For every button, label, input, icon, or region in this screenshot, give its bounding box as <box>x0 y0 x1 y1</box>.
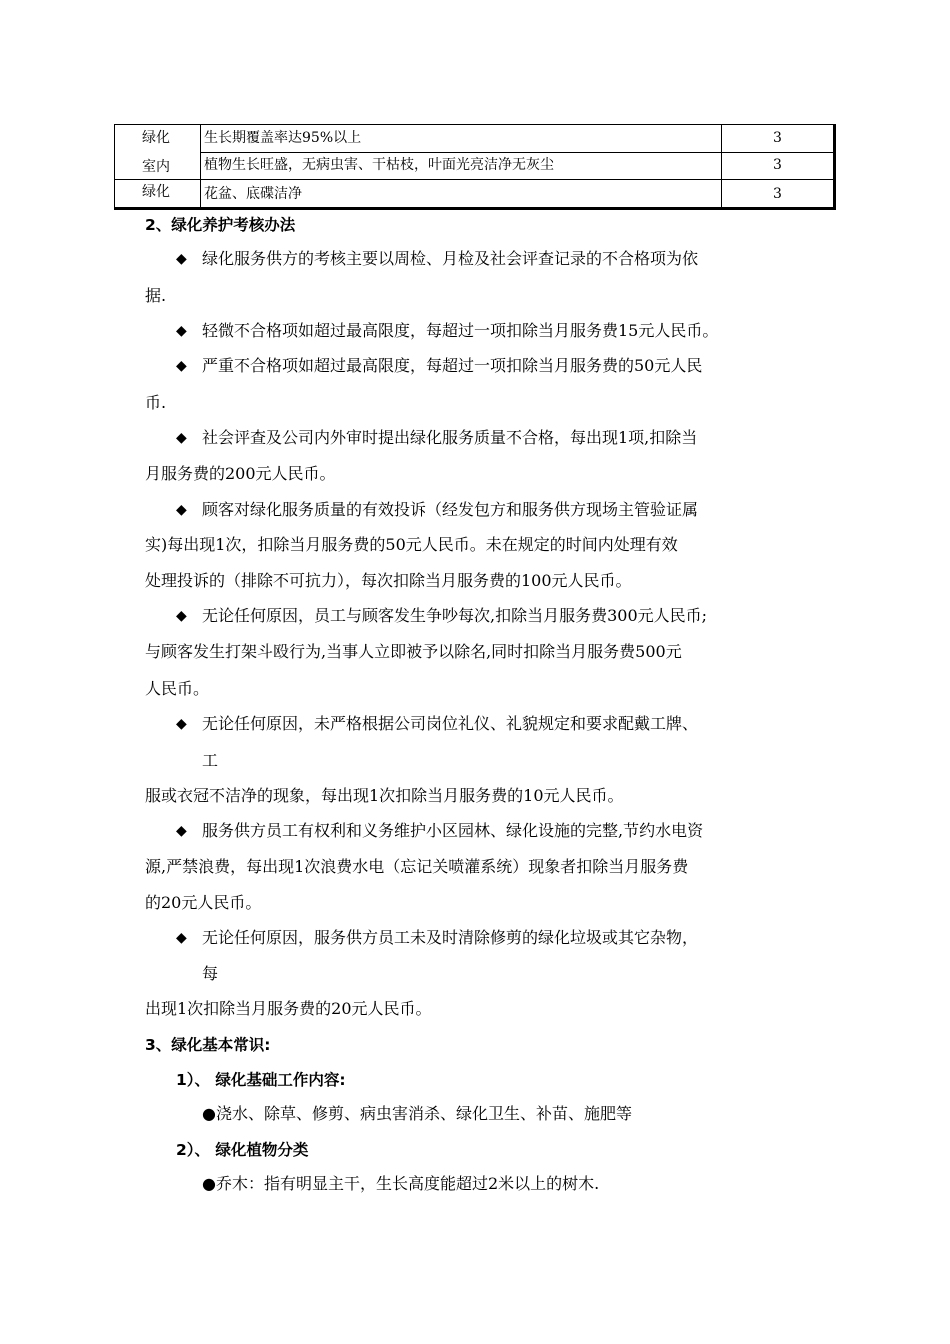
table-cell-item: 植物生长旺盛，无病虫害、干枯枝，叶面光亮洁净无灰尘 <box>204 157 554 173</box>
table-cell-score: 3 <box>773 130 782 146</box>
diamond-bullet-icon: ◆ <box>176 716 187 732</box>
table-cell-category: 绿化 <box>142 130 170 146</box>
list-item <box>176 248 698 270</box>
diamond-bullet-icon: ◆ <box>176 430 187 446</box>
paragraph-text: 工 <box>202 751 219 770</box>
paragraph-text: 社会评查及公司内外审时提出绿化服务质量不合格，每出现1项,扣除当 <box>202 428 698 447</box>
paragraph-text: 顾客对绿化服务质量的有效投诉（经发包方和服务供方现场主管验证属 <box>202 500 699 519</box>
diamond-bullet-icon: ◆ <box>176 358 187 374</box>
table-cell-item: 生长期覆盖率达95%以上 <box>204 130 362 146</box>
paragraph-text: 无论任何原因，员工与顾客发生争吵每次,扣除当月服务费300元人民币; <box>202 606 708 625</box>
paragraph-text: 乔木：指有明显主干，生长高度能超过2米以上的树木. <box>215 1174 600 1193</box>
subsection-title: 1）、 绿化基础工作内容: <box>176 1071 346 1089</box>
list-item <box>176 499 698 521</box>
paragraph-text: 浇水、除草、修剪、病虫害消杀、绿化卫生、补苗、施肥等 <box>215 1104 632 1123</box>
paragraph-text: 与顾客发生打架斗殴行为,当事人立即被予以除名,同时扣除当月服务费500元 <box>145 642 682 661</box>
list-item <box>176 605 707 627</box>
paragraph-text: 人民币。 <box>145 679 210 698</box>
table-cell-category: 室内 <box>142 159 170 175</box>
diamond-bullet-icon: ◆ <box>176 251 187 267</box>
table-divider <box>721 124 722 210</box>
diamond-bullet-icon: ◆ <box>176 323 187 339</box>
table-cell-score: 3 <box>773 157 782 173</box>
paragraph-text: 绿化服务供方的考核主要以周检、月检及社会评查记录的不合格项为依 <box>202 249 699 268</box>
list-item <box>202 1103 632 1125</box>
dot-bullet-icon: ● <box>202 1174 216 1193</box>
list-item <box>176 927 698 949</box>
list-item <box>176 713 698 735</box>
subsection-title: 2）、 绿化植物分类 <box>176 1141 309 1159</box>
table-cell-category: 绿化 <box>142 184 170 200</box>
table-divider <box>200 124 201 210</box>
paragraph-text: 无论任何原因，未严格根据公司岗位礼仪、礼貌规定和要求配戴工牌、 <box>202 714 699 733</box>
list-item <box>176 355 702 377</box>
paragraph-text: 严重不合格项如超过最高限度，每超过一项扣除当月服务费的50元人民 <box>202 356 703 375</box>
list-item <box>176 320 718 342</box>
table-cell-score: 3 <box>773 186 782 202</box>
paragraph-text: 处理投诉的（排除不可抗力），每次扣除当月服务费的100元人民币。 <box>145 571 632 590</box>
table-row-line <box>114 179 834 180</box>
diamond-bullet-icon: ◆ <box>176 823 187 839</box>
dot-bullet-icon: ● <box>202 1104 216 1123</box>
paragraph-text: 无论任何原因，服务供方员工未及时清除修剪的绿化垃圾或其它杂物， <box>202 928 699 947</box>
paragraph-text: 据. <box>145 286 167 305</box>
diamond-bullet-icon: ◆ <box>176 502 187 518</box>
list-item <box>176 427 697 449</box>
paragraph-text: 服或衣冠不洁净的现象，每出现1次扣除当月服务费的10元人民币。 <box>145 786 624 805</box>
list-item <box>176 820 703 842</box>
paragraph-text: 服务供方员工有权利和义务维护小区园林、绿化设施的完整,节约水电资 <box>202 821 704 840</box>
paragraph-text: 月服务费的200元人民币。 <box>145 464 336 483</box>
paragraph-text: 每 <box>202 964 219 983</box>
paragraph-text: 源,严禁浪费，每出现1次浪费水电（忘记关喷灌系统）现象者扣除当月服务费 <box>145 857 689 876</box>
table-cell-item: 花盆、底碟洁净 <box>204 186 302 202</box>
diamond-bullet-icon: ◆ <box>176 930 187 946</box>
section-heading: 3、绿化基本常识: <box>145 1036 271 1054</box>
diamond-bullet-icon: ◆ <box>176 608 187 624</box>
section-heading: 2、绿化养护考核办法 <box>145 216 296 234</box>
paragraph-text: 轻微不合格项如超过最高限度，每超过一项扣除当月服务费15元人民币。 <box>202 321 719 340</box>
table-row-line <box>200 152 834 153</box>
paragraph-text: 实)每出现1次，扣除当月服务费的50元人民币。未在规定的时间内处理有效 <box>145 535 678 554</box>
paragraph-text: 币. <box>145 393 167 412</box>
paragraph-text: 的20元人民币。 <box>145 893 262 912</box>
assessment-table <box>114 124 836 210</box>
list-item <box>202 1173 599 1195</box>
paragraph-text: 出现1次扣除当月服务费的20元人民币。 <box>145 999 432 1018</box>
